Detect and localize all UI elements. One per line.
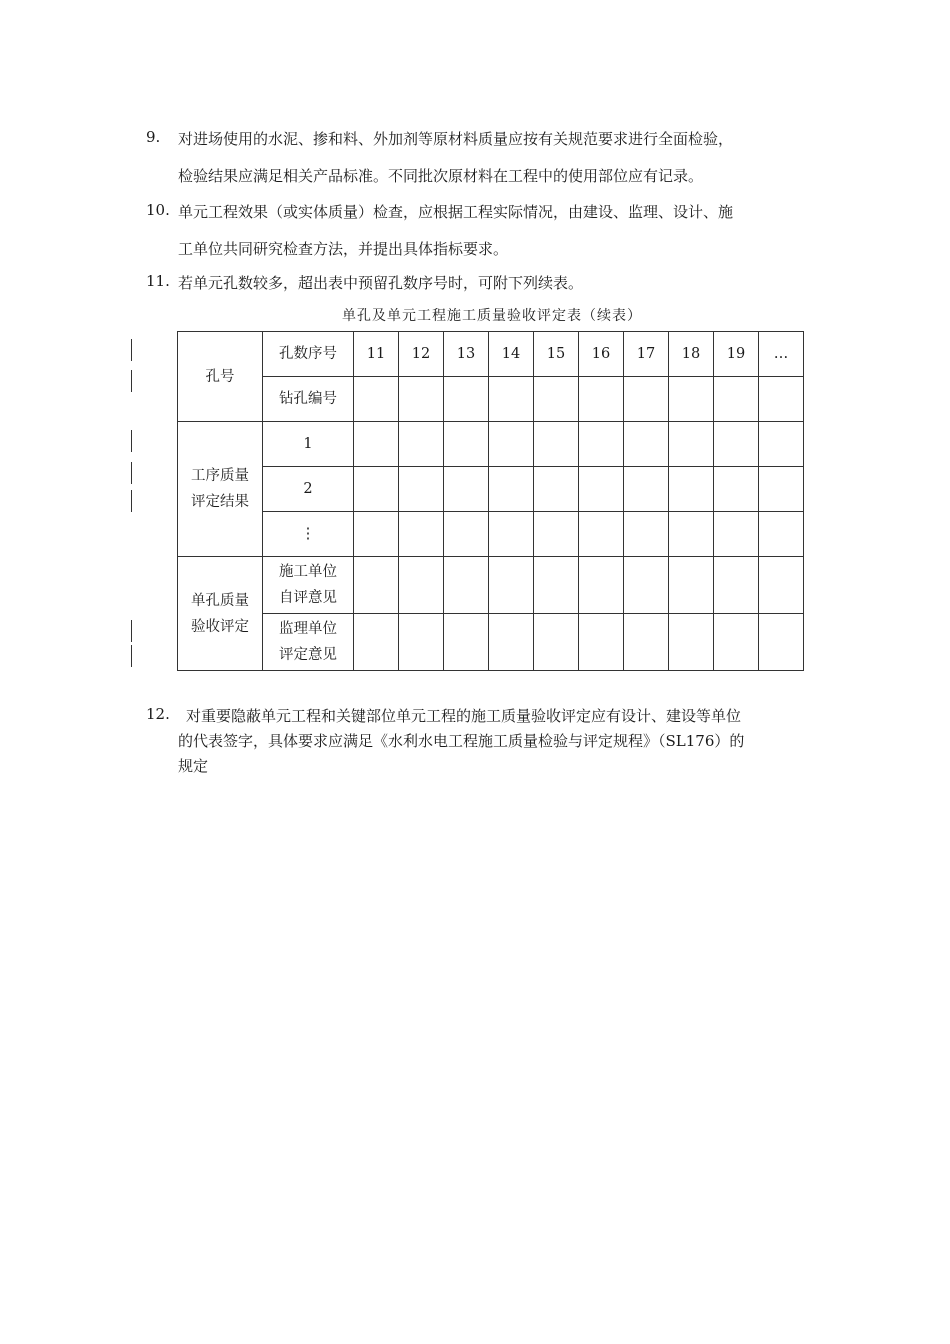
empty-cell <box>354 377 399 422</box>
empty-cell <box>534 614 579 671</box>
item-number: 11. <box>146 272 170 290</box>
contractor-opinion-label <box>263 557 354 614</box>
empty-cell <box>759 377 804 422</box>
empty-cell <box>759 512 804 557</box>
item-number: 12. <box>146 705 170 723</box>
empty-cell <box>624 467 669 512</box>
empty-cell <box>714 614 759 671</box>
margin-mark <box>131 490 132 512</box>
hole-number-cell: 13 <box>444 332 489 377</box>
item-text-line: 对进场使用的水泥、掺和料、外加剂等原材料质量应按有关规范要求进行全面检验， <box>178 130 734 148</box>
table-row <box>178 332 804 377</box>
table-caption: 单孔及单元工程施工质量验收评定表（续表） <box>342 308 642 324</box>
table-row <box>178 467 804 512</box>
hole-number-cell: 14 <box>489 332 534 377</box>
empty-cell <box>444 557 489 614</box>
empty-cell <box>354 422 399 467</box>
supervisor-opinion-label <box>263 614 354 671</box>
item-text-line: 规定 <box>178 757 209 775</box>
seq-label-cell: 孔数序号 <box>263 332 354 377</box>
table-row <box>178 614 804 671</box>
empty-cell <box>624 557 669 614</box>
empty-cell <box>399 614 444 671</box>
table-row <box>178 422 804 467</box>
margin-mark <box>131 370 132 392</box>
hole-number-cell: 16 <box>579 332 624 377</box>
hole-number-cell: 15 <box>534 332 579 377</box>
hole-number-cell: 17 <box>624 332 669 377</box>
empty-cell <box>399 512 444 557</box>
hole-number-cell: 11 <box>354 332 399 377</box>
item-number: 9. <box>146 128 161 146</box>
empty-cell <box>444 377 489 422</box>
empty-cell <box>354 614 399 671</box>
process-row-number: 2 <box>263 467 354 512</box>
empty-cell <box>489 422 534 467</box>
empty-cell <box>399 422 444 467</box>
empty-cell <box>669 614 714 671</box>
empty-cell <box>489 557 534 614</box>
acceptance-label-line: 单孔质量 <box>191 592 249 609</box>
empty-cell <box>399 377 444 422</box>
process-label-cell <box>178 422 263 557</box>
item-text-line: 单元工程效果（或实体质量）检查，应根据工程实际情况，由建设、监理、设计、施 <box>178 203 734 221</box>
empty-cell <box>714 377 759 422</box>
empty-cell <box>444 422 489 467</box>
item-text-line: 工单位共同研究检查方法，并提出具体指标要求。 <box>178 240 509 258</box>
supervisor-opinion-line: 评定意见 <box>279 647 337 663</box>
empty-cell <box>399 467 444 512</box>
empty-cell <box>624 512 669 557</box>
contractor-opinion-line: 自评意见 <box>279 590 337 606</box>
empty-cell <box>624 422 669 467</box>
table-row <box>178 557 804 614</box>
contractor-opinion-line: 施工单位 <box>279 564 337 580</box>
drill-label-cell: 钻孔编号 <box>263 377 354 422</box>
empty-cell <box>579 422 624 467</box>
empty-cell <box>489 467 534 512</box>
margin-mark <box>131 339 132 361</box>
empty-cell <box>354 512 399 557</box>
empty-cell <box>579 512 624 557</box>
empty-cell <box>759 467 804 512</box>
empty-cell <box>669 557 714 614</box>
item-text-line: 对重要隐蔽单元工程和关键部位单元工程的施工质量验收评定应有设计、建设等单位 <box>186 707 742 725</box>
hole-number-cell: 18 <box>669 332 714 377</box>
empty-cell <box>579 557 624 614</box>
hole-number-cell: … <box>759 332 804 377</box>
empty-cell <box>489 512 534 557</box>
margin-mark <box>131 645 132 667</box>
hole-number-cell: 12 <box>399 332 444 377</box>
margin-mark <box>131 430 132 452</box>
empty-cell <box>669 422 714 467</box>
empty-cell <box>534 422 579 467</box>
empty-cell <box>534 557 579 614</box>
process-row-number: 1 <box>263 422 354 467</box>
empty-cell <box>534 467 579 512</box>
item-number: 10. <box>146 201 170 219</box>
empty-cell <box>444 467 489 512</box>
acceptance-label-cell <box>178 557 263 671</box>
process-label-line: 工序质量 <box>191 468 249 484</box>
empty-cell <box>669 467 714 512</box>
empty-cell <box>714 557 759 614</box>
empty-cell <box>669 512 714 557</box>
table-row <box>178 512 804 557</box>
empty-cell <box>759 614 804 671</box>
empty-cell <box>579 467 624 512</box>
empty-cell <box>579 614 624 671</box>
empty-cell <box>489 614 534 671</box>
process-row-number: ⋮ <box>263 512 354 557</box>
hole-number-cell: 19 <box>714 332 759 377</box>
continuation-table <box>177 331 804 671</box>
item-text-line: 的代表签字，具体要求应满足《水利水电工程施工质量检验与评定规程》（SL176）的 <box>178 732 745 750</box>
empty-cell <box>354 467 399 512</box>
empty-cell <box>624 614 669 671</box>
empty-cell <box>624 377 669 422</box>
empty-cell <box>759 422 804 467</box>
margin-mark <box>131 620 132 642</box>
item-text-line: 检验结果应满足相关产品标准。不同批次原材料在工程中的使用部位应有记录。 <box>178 167 704 185</box>
empty-cell <box>669 377 714 422</box>
empty-cell <box>579 377 624 422</box>
hole-label-cell: 孔号 <box>178 332 263 422</box>
empty-cell <box>714 467 759 512</box>
empty-cell <box>399 557 444 614</box>
acceptance-label-line: 验收评定 <box>191 618 249 635</box>
empty-cell <box>489 377 534 422</box>
margin-mark <box>131 462 132 484</box>
empty-cell <box>714 422 759 467</box>
empty-cell <box>534 512 579 557</box>
supervisor-opinion-line: 监理单位 <box>279 621 337 637</box>
empty-cell <box>444 512 489 557</box>
empty-cell <box>714 512 759 557</box>
table-row <box>178 377 804 422</box>
empty-cell <box>759 557 804 614</box>
item-text-line: 若单元孔数较多，超出表中预留孔数序号时，可附下列续表。 <box>178 274 584 292</box>
process-label-line: 评定结果 <box>191 494 249 510</box>
empty-cell <box>354 557 399 614</box>
empty-cell <box>534 377 579 422</box>
empty-cell <box>444 614 489 671</box>
